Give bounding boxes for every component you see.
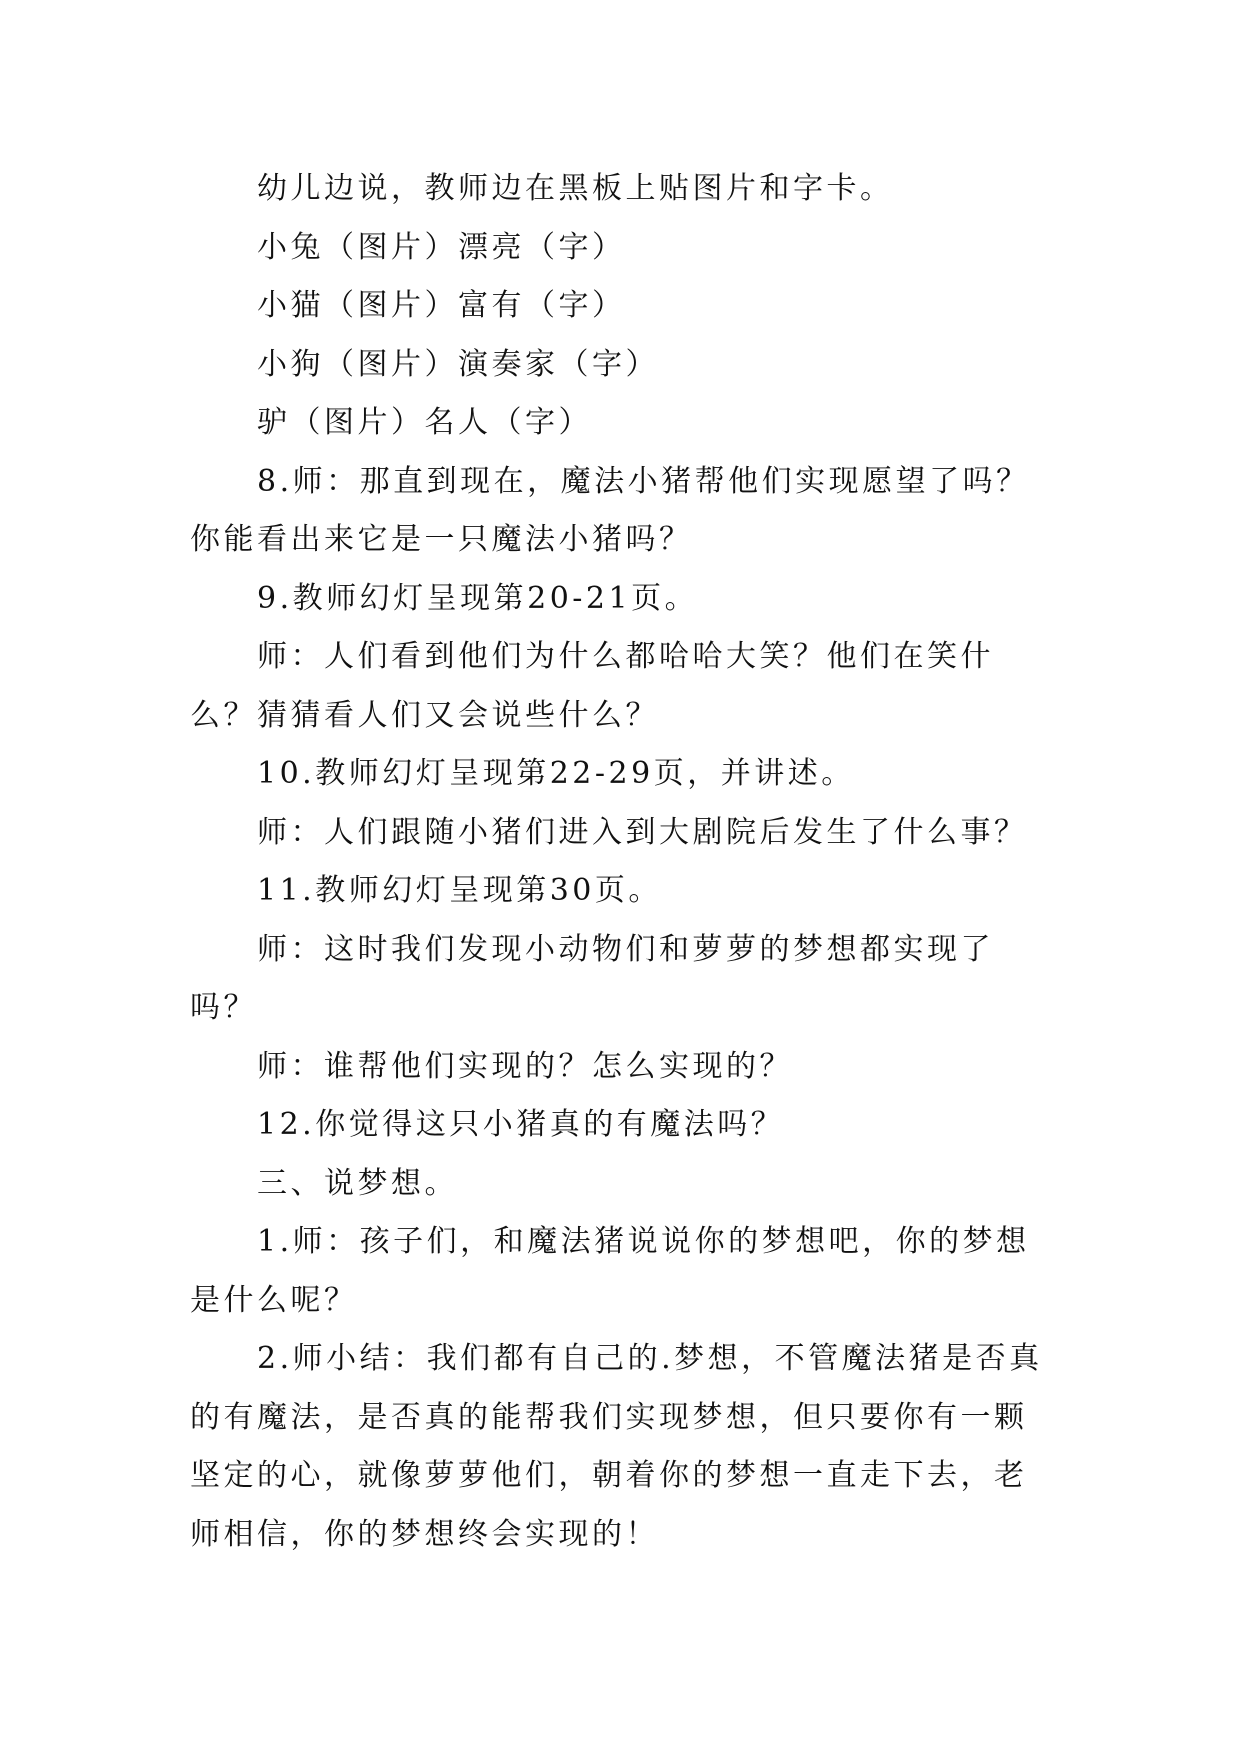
paragraph: 9.教师幻灯呈现第20-21页。 bbox=[257, 580, 699, 616]
paragraph: 8.师：那直到现在，魔法小猪帮他们实现愿望了吗？你能看出来它是一只魔法小猪吗？ bbox=[190, 463, 1030, 557]
paragraph: 小兔（图片）漂亮（字） bbox=[257, 229, 626, 265]
paragraph: 12.你觉得这只小猪真的有魔法吗？ bbox=[257, 1107, 785, 1142]
paragraph: 师：谁帮他们实现的？怎么实现的？ bbox=[257, 1048, 793, 1084]
section-heading: 三、说梦想。 bbox=[257, 1165, 458, 1201]
paragraph: 10.教师幻灯呈现第22-29页，并讲述。 bbox=[257, 756, 855, 791]
paragraph: 11.教师幻灯呈现第30页。 bbox=[257, 873, 662, 908]
paragraph: 师：人们看到他们为什么都哈哈大笑？他们在笑什么？猜猜看人们又会说些什么？ bbox=[190, 639, 994, 733]
paragraph: 师：这时我们发现小动物们和萝萝的梦想都实现了吗？ bbox=[190, 931, 994, 1025]
paragraph: 2.师小结：我们都有自己的.梦想，不管魔法猪是否真的有魔法，是否真的能帮我们实现梦想，但只要你有一颗坚定的心，就像萝萝他们，朝着你的梦想一直走下去，老师相信，你的梦想终会实现的！ bbox=[190, 1341, 1043, 1552]
paragraph: 小猫（图片）富有（字） bbox=[257, 288, 626, 323]
paragraph: 驴（图片）名人（字） bbox=[257, 405, 592, 440]
paragraph: 小狗（图片）演奏家（字） bbox=[257, 346, 659, 382]
paragraph: 幼儿边说，教师边在黑板上贴图片和字卡。 bbox=[257, 171, 894, 206]
paragraph: 师：人们跟随小猪们进入到大剧院后发生了什么事？ bbox=[257, 814, 1028, 850]
document-body bbox=[190, 160, 1060, 1564]
paragraph: 1.师：孩子们，和魔法猪说说你的梦想吧，你的梦想是什么呢？ bbox=[190, 1224, 1030, 1318]
